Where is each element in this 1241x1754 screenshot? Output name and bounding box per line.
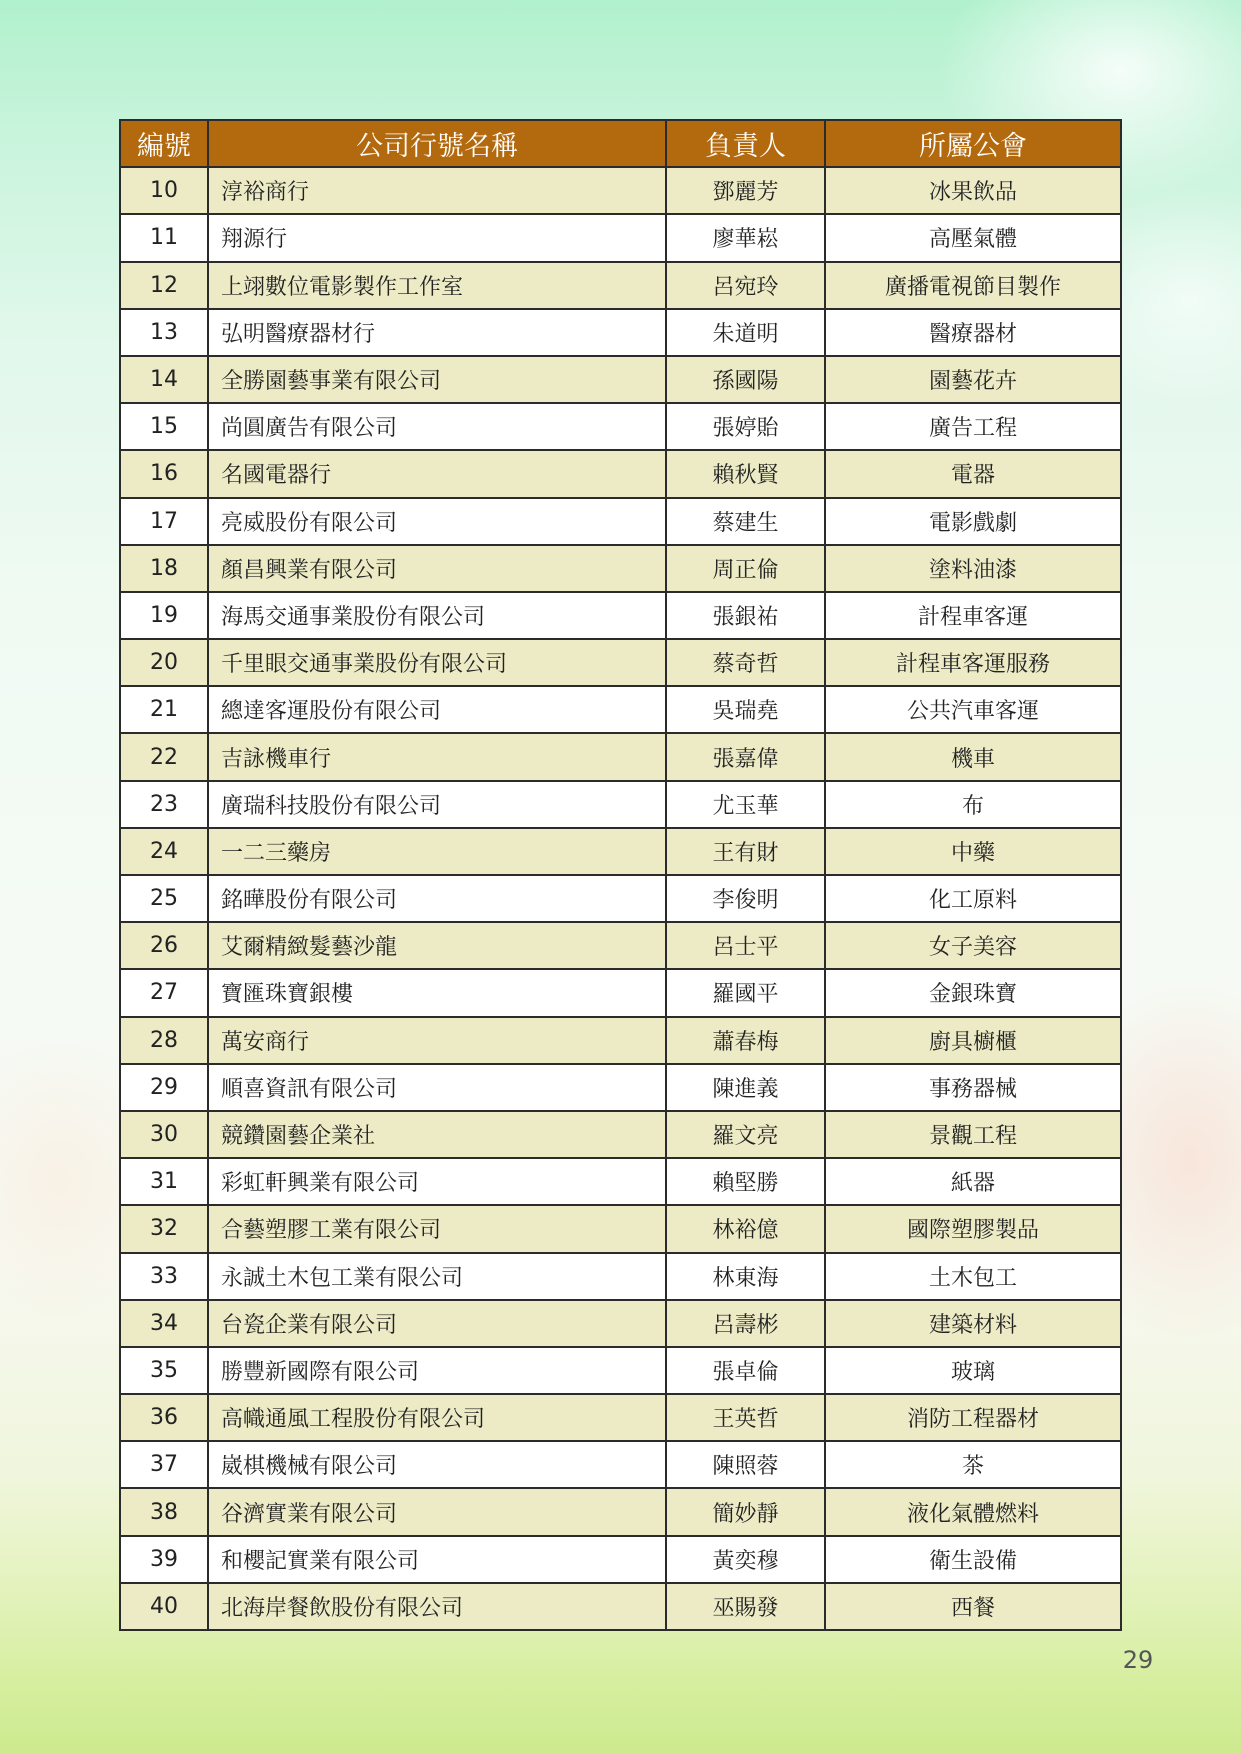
cell-owner: 呂宛玲 <box>667 263 826 310</box>
cell-guild: 醫療器材 <box>826 310 1122 357</box>
cell-company-name: 寶匯珠寶銀樓 <box>209 970 667 1017</box>
cell-number: 38 <box>121 1489 209 1536</box>
cell-guild: 廣告工程 <box>826 404 1122 451</box>
cell-guild: 建築材料 <box>826 1301 1122 1348</box>
cell-company-name: 競鑽園藝企業社 <box>209 1112 667 1159</box>
cell-number: 24 <box>121 829 209 876</box>
cell-company-name: 崴棋機械有限公司 <box>209 1442 667 1489</box>
cell-company-name: 一二三藥房 <box>209 829 667 876</box>
cell-number: 14 <box>121 357 209 404</box>
cell-number: 23 <box>121 782 209 829</box>
cell-number: 34 <box>121 1301 209 1348</box>
cell-company-name: 海馬交通事業股份有限公司 <box>209 593 667 640</box>
cell-company-name: 順喜資訊有限公司 <box>209 1065 667 1112</box>
cell-company-name: 高幟通風工程股份有限公司 <box>209 1395 667 1442</box>
cell-owner: 林裕億 <box>667 1206 826 1253</box>
cell-company-name: 銘曄股份有限公司 <box>209 876 667 923</box>
cell-guild: 機車 <box>826 734 1122 781</box>
cell-company-name: 千里眼交通事業股份有限公司 <box>209 640 667 687</box>
cell-number: 37 <box>121 1442 209 1489</box>
cell-company-name: 尚圓廣告有限公司 <box>209 404 667 451</box>
cell-owner: 王有財 <box>667 829 826 876</box>
cell-number: 22 <box>121 734 209 781</box>
cell-guild: 布 <box>826 782 1122 829</box>
cell-guild: 廚具櫥櫃 <box>826 1018 1122 1065</box>
cell-company-name: 谷濟實業有限公司 <box>209 1489 667 1536</box>
header-number: 編號 <box>121 121 209 168</box>
cell-guild: 茶 <box>826 1442 1122 1489</box>
member-table <box>119 119 1122 1631</box>
cell-number: 12 <box>121 263 209 310</box>
cell-number: 10 <box>121 168 209 215</box>
cell-guild: 計程車客運 <box>826 593 1122 640</box>
cell-number: 16 <box>121 451 209 498</box>
cell-owner: 尤玉華 <box>667 782 826 829</box>
cell-company-name: 顏昌興業有限公司 <box>209 546 667 593</box>
cell-owner: 簡妙靜 <box>667 1489 826 1536</box>
cell-owner: 陳照蓉 <box>667 1442 826 1489</box>
cell-guild: 電影戲劇 <box>826 499 1122 546</box>
cell-owner: 廖華崧 <box>667 215 826 262</box>
cell-owner: 賴秋賢 <box>667 451 826 498</box>
cell-number: 32 <box>121 1206 209 1253</box>
cell-guild: 事務器械 <box>826 1065 1122 1112</box>
cell-owner: 蔡建生 <box>667 499 826 546</box>
cell-owner: 林東海 <box>667 1254 826 1301</box>
header-guild: 所屬公會 <box>826 121 1122 168</box>
cell-guild: 塗料油漆 <box>826 546 1122 593</box>
cell-number: 36 <box>121 1395 209 1442</box>
cell-company-name: 和櫻記實業有限公司 <box>209 1537 667 1584</box>
cell-number: 13 <box>121 310 209 357</box>
cell-owner: 羅國平 <box>667 970 826 1017</box>
cell-number: 40 <box>121 1584 209 1631</box>
cell-owner: 李俊明 <box>667 876 826 923</box>
cell-company-name: 名國電器行 <box>209 451 667 498</box>
cell-guild: 國際塑膠製品 <box>826 1206 1122 1253</box>
cell-company-name: 弘明醫療器材行 <box>209 310 667 357</box>
cell-guild: 土木包工 <box>826 1254 1122 1301</box>
cell-number: 18 <box>121 546 209 593</box>
cell-guild: 廣播電視節目製作 <box>826 263 1122 310</box>
cell-owner: 賴堅勝 <box>667 1159 826 1206</box>
cell-company-name: 上翊數位電影製作工作室 <box>209 263 667 310</box>
cell-guild: 金銀珠寶 <box>826 970 1122 1017</box>
cell-owner: 周正倫 <box>667 546 826 593</box>
cell-number: 30 <box>121 1112 209 1159</box>
cell-owner: 蔡奇哲 <box>667 640 826 687</box>
cell-company-name: 總達客運股份有限公司 <box>209 687 667 734</box>
cell-company-name: 廣瑞科技股份有限公司 <box>209 782 667 829</box>
cell-owner: 巫賜發 <box>667 1584 826 1631</box>
cell-number: 26 <box>121 923 209 970</box>
cell-number: 33 <box>121 1254 209 1301</box>
cell-company-name: 亮威股份有限公司 <box>209 499 667 546</box>
cell-guild: 冰果飲品 <box>826 168 1122 215</box>
cell-owner: 呂壽彬 <box>667 1301 826 1348</box>
cell-number: 11 <box>121 215 209 262</box>
cell-guild: 景觀工程 <box>826 1112 1122 1159</box>
cell-guild: 電器 <box>826 451 1122 498</box>
cell-owner: 孫國陽 <box>667 357 826 404</box>
cell-owner: 蕭春梅 <box>667 1018 826 1065</box>
cell-company-name: 翔源行 <box>209 215 667 262</box>
cell-company-name: 彩虹軒興業有限公司 <box>209 1159 667 1206</box>
cell-company-name: 勝豐新國際有限公司 <box>209 1348 667 1395</box>
cell-owner: 張婷貽 <box>667 404 826 451</box>
cell-owner: 羅文亮 <box>667 1112 826 1159</box>
cell-guild: 化工原料 <box>826 876 1122 923</box>
cell-company-name: 台瓷企業有限公司 <box>209 1301 667 1348</box>
cell-number: 15 <box>121 404 209 451</box>
header-company-name: 公司行號名稱 <box>209 121 667 168</box>
cell-company-name: 合藝塑膠工業有限公司 <box>209 1206 667 1253</box>
cell-number: 25 <box>121 876 209 923</box>
cell-number: 19 <box>121 593 209 640</box>
header-owner: 負責人 <box>667 121 826 168</box>
cell-number: 35 <box>121 1348 209 1395</box>
cell-company-name: 全勝園藝事業有限公司 <box>209 357 667 404</box>
cell-owner: 張銀祐 <box>667 593 826 640</box>
cell-company-name: 吉詠機車行 <box>209 734 667 781</box>
cell-owner: 王英哲 <box>667 1395 826 1442</box>
cell-guild: 液化氣體燃料 <box>826 1489 1122 1536</box>
cell-guild: 衛生設備 <box>826 1537 1122 1584</box>
cell-company-name: 北海岸餐飲股份有限公司 <box>209 1584 667 1631</box>
cell-guild: 高壓氣體 <box>826 215 1122 262</box>
cell-owner: 朱道明 <box>667 310 826 357</box>
cell-guild: 中藥 <box>826 829 1122 876</box>
cell-number: 31 <box>121 1159 209 1206</box>
cell-owner: 呂士平 <box>667 923 826 970</box>
cell-guild: 西餐 <box>826 1584 1122 1631</box>
cell-number: 28 <box>121 1018 209 1065</box>
cell-company-name: 艾爾精緻髮藝沙龍 <box>209 923 667 970</box>
cell-owner: 吳瑞堯 <box>667 687 826 734</box>
cell-guild: 女子美容 <box>826 923 1122 970</box>
cell-owner: 張嘉偉 <box>667 734 826 781</box>
cell-guild: 玻璃 <box>826 1348 1122 1395</box>
cell-company-name: 永誠土木包工業有限公司 <box>209 1254 667 1301</box>
cell-guild: 公共汽車客運 <box>826 687 1122 734</box>
cell-number: 29 <box>121 1065 209 1112</box>
cell-guild: 園藝花卉 <box>826 357 1122 404</box>
cell-number: 21 <box>121 687 209 734</box>
cell-number: 20 <box>121 640 209 687</box>
cell-number: 17 <box>121 499 209 546</box>
cell-owner: 鄧麗芳 <box>667 168 826 215</box>
cell-number: 39 <box>121 1537 209 1584</box>
cell-guild: 計程車客運服務 <box>826 640 1122 687</box>
cell-company-name: 淳裕商行 <box>209 168 667 215</box>
cell-guild: 消防工程器材 <box>826 1395 1122 1442</box>
cell-owner: 陳進義 <box>667 1065 826 1112</box>
cell-owner: 黃奕穆 <box>667 1537 826 1584</box>
cell-number: 27 <box>121 970 209 1017</box>
cell-company-name: 萬安商行 <box>209 1018 667 1065</box>
cell-owner: 張卓倫 <box>667 1348 826 1395</box>
cell-guild: 紙器 <box>826 1159 1122 1206</box>
page-number: 29 <box>1122 1646 1154 1674</box>
